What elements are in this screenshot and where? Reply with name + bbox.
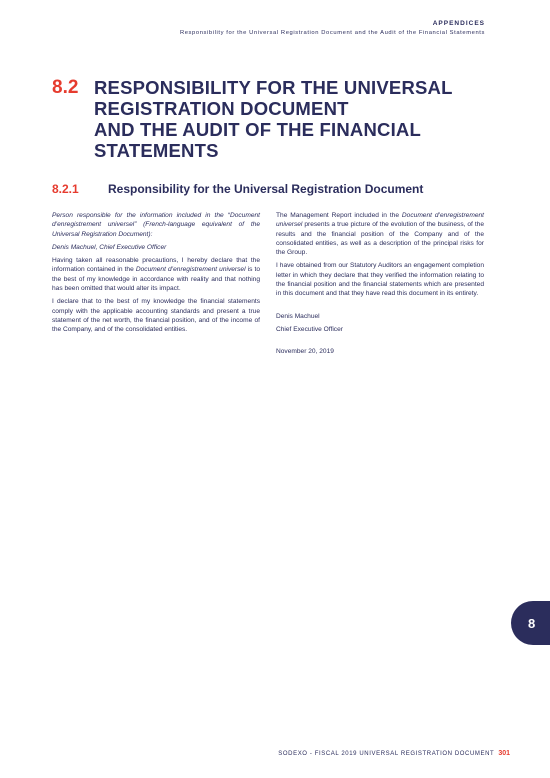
intro-statement: Person responsible for the information included in the “Document d’enregistrement universel” (French-language equivalent of the Universal Registration Document): [52,212,260,238]
text-run-italic: Document d’enregistrement universel [135,266,246,274]
page-number: 301 [498,750,510,757]
management-report-paragraph [276,211,484,257]
text-run-italic: Document d’enregistrement universel [276,212,484,229]
page-footer [278,750,510,757]
text-run: Having taken all reasonable precautions, I hereby declare that the information contained in the [52,257,260,274]
right-column [276,211,484,361]
signature-date: November 20, 2019 [276,348,334,356]
subsection-number: 8.2.1 [52,182,79,196]
section-title-line: AND THE AUDIT OF THE FINANCIAL [94,119,421,140]
footer-text: SODEXO - FISCAL 2019 UNIVERSAL REGISTRATION DOCUMENT [278,751,495,757]
signer-title: Chief Executive Officer [276,325,343,333]
responsible-person: Denis Machuel, Chief Executive Officer [52,243,167,251]
text-run: is to the best of my knowledge in accordance with reality and that nothing has been omitted that would alter its impact. [52,266,260,293]
left-column [52,211,260,339]
running-header-subtitle: Responsibility for the Universal Registration Document and the Audit of the Financial Statements [179,30,485,36]
section-number: 8.2 [52,77,79,98]
text-run: The Management Report included in the [276,212,402,219]
running-header-section: APPENDICES [432,20,485,27]
auditors-paragraph: I have obtained from our Statutory Auditors an engagement completion letter in which they declare that they verified the information relating to the financial position and the financial statements which are presented in this document and that they have read this document in its entirety. [276,262,484,298]
section-title-line: STATEMENTS [94,140,219,161]
section-title [94,77,494,161]
declaration-paragraph [52,256,260,293]
section-title-line: REGISTRATION DOCUMENT [94,98,349,119]
subsection-title: Responsibility for the Universal Registration Document [108,182,424,196]
text-run: presents a true picture of the evolution of the business, of the results and the financial position of the Company and of the consolidated entities, as well as a description of the principal risks for the Group. [276,221,484,257]
section-title-line: RESPONSIBILITY FOR THE UNIVERSAL [94,77,453,98]
financial-statements-paragraph: I declare that to the best of my knowledge the financial statements comply with the applicable accounting standards and present a true statement of the net worth, the financial position, and of the income of the Company, and of the consolidated entities. [52,298,260,334]
chapter-tab: 8 [511,601,550,645]
signer-name: Denis Machuel [276,312,320,320]
